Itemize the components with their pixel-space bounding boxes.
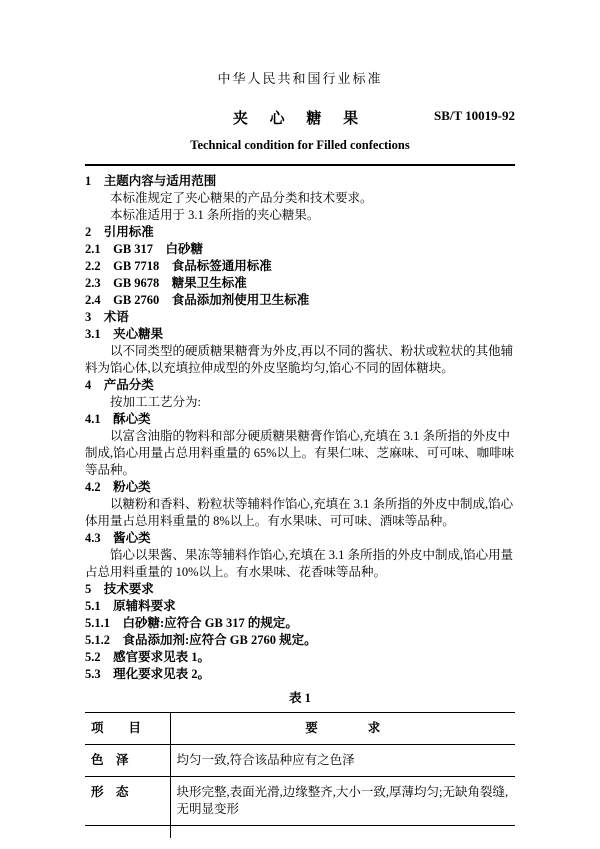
clause-heading: 4.2 粉心类 (85, 480, 151, 494)
table-row (85, 745, 515, 777)
clause-heading: 4.3 酱心类 (85, 531, 151, 545)
clause-heading: 5.1 原辅料要求 (85, 599, 176, 613)
title-row (85, 107, 515, 125)
clause-heading: 2.4 GB 2760 食品添加剂使用卫生标准 (85, 293, 310, 307)
table-caption: 表 1 (289, 691, 311, 705)
clause-text: 以糖粉和香料、粉粒状等辅料作馅心,充填在 3.1 条所指的外皮中制成,馅心体用量占总用料重量的 8%以上。有水果味、可可味、酒味等品种。 (85, 497, 514, 528)
table-continuation-divider (170, 826, 171, 838)
clause-text: 本标准适用于 3.1 条所指的夹心糖果。 (110, 208, 320, 222)
clause-heading: 5.1.1 白砂糖:应符合 GB 317 的规定。 (85, 616, 298, 630)
clause-text: 以富含油脂的物料和部分硬质糖果糖膏作馅心,充填在 3.1 条所指的外皮中制成,馅心用量占总用料重量的 65%以上。有果仁味、芝麻味、可可味、咖啡味等品种。 (85, 429, 515, 477)
clause-heading: 5 技术要求 (85, 582, 154, 596)
clause-heading: 2.1 GB 317 白砂糖 (85, 242, 204, 256)
standard-number: SB/T 10019-92 (433, 108, 515, 123)
table-header-item: 项 目 (85, 713, 170, 745)
clause-heading: 3 术语 (85, 310, 129, 324)
clause-heading: 4 产品分类 (85, 378, 154, 392)
header-rule (85, 164, 515, 166)
clause-heading: 1 主题内容与适用范围 (85, 174, 217, 188)
english-subtitle: Technical condition for Filled confections (190, 138, 410, 152)
clause-heading: 5.2 感官要求见表 1。 (85, 650, 211, 664)
requirement-cell: 均匀一致,符合该品种应有之色泽 (176, 753, 355, 767)
clause-heading: 2.2 GB 7718 食品标签通用标准 (85, 259, 272, 273)
table-row (85, 777, 515, 826)
clause-text: 本标准规定了夹心糖果的产品分类和技术要求。 (110, 191, 373, 205)
clause-heading: 2.3 GB 9678 糖果卫生标准 (85, 276, 247, 290)
clause-heading: 4.1 酥心类 (85, 412, 151, 426)
table-header-row (85, 713, 515, 745)
item-cell: 形 态 (85, 777, 170, 826)
table-1 (85, 712, 515, 826)
clause-heading: 5.3 理化要求见表 2。 (85, 667, 211, 681)
clause-text: 以不同类型的硬质糖果糖膏为外皮,再以不同的酱状、粉状或粒状的其他辅料为馅心体,以充填拉伸成型的外皮坚脆均匀,馅心不同的固体糖块。 (85, 344, 514, 375)
clause-heading: 5.1.2 食品添加剂:应符合 GB 2760 规定。 (85, 633, 317, 647)
clause-text: 按加工工艺分为: (110, 395, 201, 409)
item-cell: 色 泽 (85, 745, 170, 777)
document-body (85, 173, 515, 683)
clause-heading: 3.1 夹心糖果 (85, 327, 164, 341)
requirement-cell: 块形完整,表面光滑,边缘整齐,大小一致,厚薄均匀;无缺角裂缝,无明显变形 (176, 785, 509, 816)
document-title: 夹 心 糖 果 (232, 111, 368, 127)
clause-text: 馅心以果酱、果冻等辅料作馅心,充填在 3.1 条所指的外皮中制成,馅心用量占总用料重量的 10%以上。有水果味、花香味等品种。 (85, 548, 514, 579)
standard-category-header: 中华人民共和国行业标准 (217, 71, 383, 86)
table-header-requirement: 要 求 (305, 721, 381, 735)
clause-heading: 2 引用标准 (85, 225, 154, 239)
